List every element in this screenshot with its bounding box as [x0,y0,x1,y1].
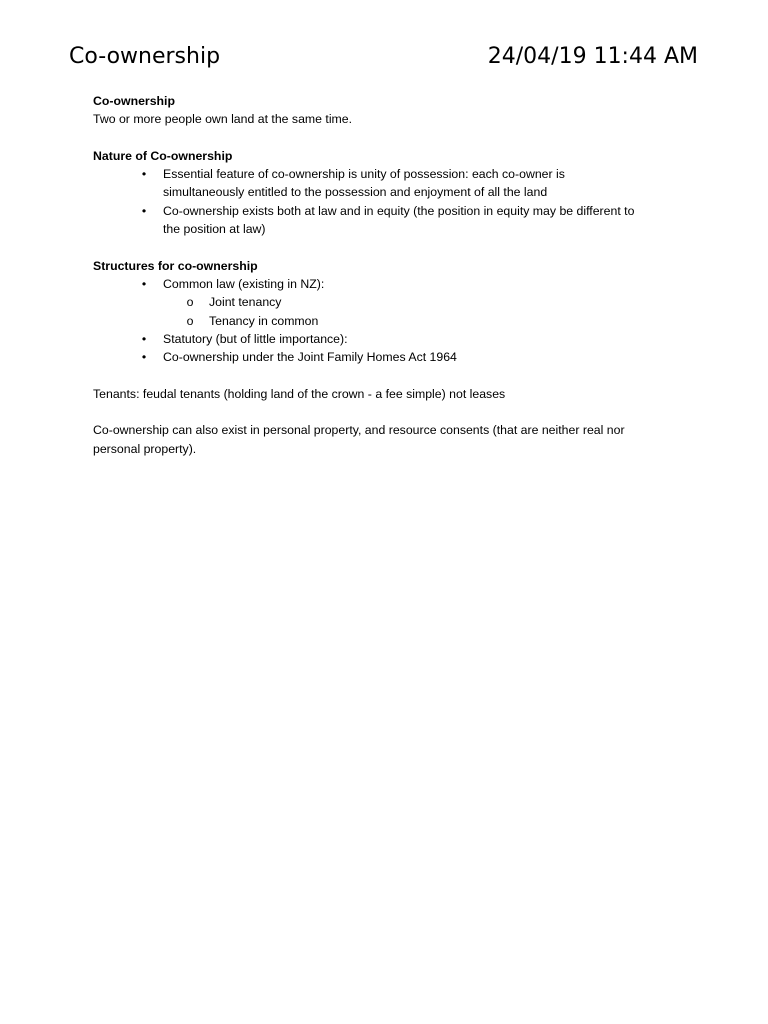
note-body [93,92,683,458]
personal-property-text: Co-ownership can also exist in personal property, and resource consents (that are neither real nor [93,423,625,438]
bullet-text: simultaneously entitled to the possession and enjoyment of all the land [163,185,548,200]
list-item [93,348,683,366]
list-item [93,312,683,330]
note-timestamp: 24/04/19 11:44 AM [487,44,698,69]
bullet-icon: • [141,167,147,182]
list-item [93,275,683,293]
bullet-text: Co-ownership under the Joint Family Homes Act 1964 [163,350,457,365]
bullet-text: Essential feature of co-ownership is unity of possession: each co-owner is [163,167,565,182]
sub-bullet-icon: o [186,295,194,310]
bullet-icon: • [141,331,147,346]
bullet-icon: • [141,276,147,291]
personal-property-text: personal property). [93,441,197,456]
section-heading-structures: Structures for co-ownership [93,258,258,273]
list-item [93,165,683,202]
list-item [93,330,683,348]
tenants-text: Tenants: feudal tenants (holding land of the crown - a fee simple) not leases [93,386,506,401]
page-title: Co-ownership [69,44,221,69]
spacer [93,129,683,147]
spacer [93,366,683,384]
bullet-text: the position at law) [163,222,266,237]
bullet-text: Statutory (but of little importance): [163,331,348,346]
page-header [69,42,698,74]
list-item [93,202,683,239]
list-item [93,293,683,311]
bullet-icon: • [141,203,147,218]
section-heading-co-ownership: Co-ownership [93,94,175,108]
definition-text: Two or more people own land at the same time. [93,112,353,127]
bullet-icon: • [141,350,147,365]
bullet-text: Common law (existing in NZ): [163,276,325,291]
spacer [93,403,683,421]
sub-bullet-text: Joint tenancy [209,295,282,310]
sub-bullet-text: Tenancy in common [209,313,319,328]
nature-bullet-list [93,165,683,238]
spacer [93,238,683,256]
structures-bullet-list [93,275,683,366]
bullet-text: Co-ownership exists both at law and in equity (the position in equity may be different to [163,203,635,218]
section-heading-nature: Nature of Co-ownership [93,148,233,163]
sub-bullet-icon: o [186,313,194,328]
